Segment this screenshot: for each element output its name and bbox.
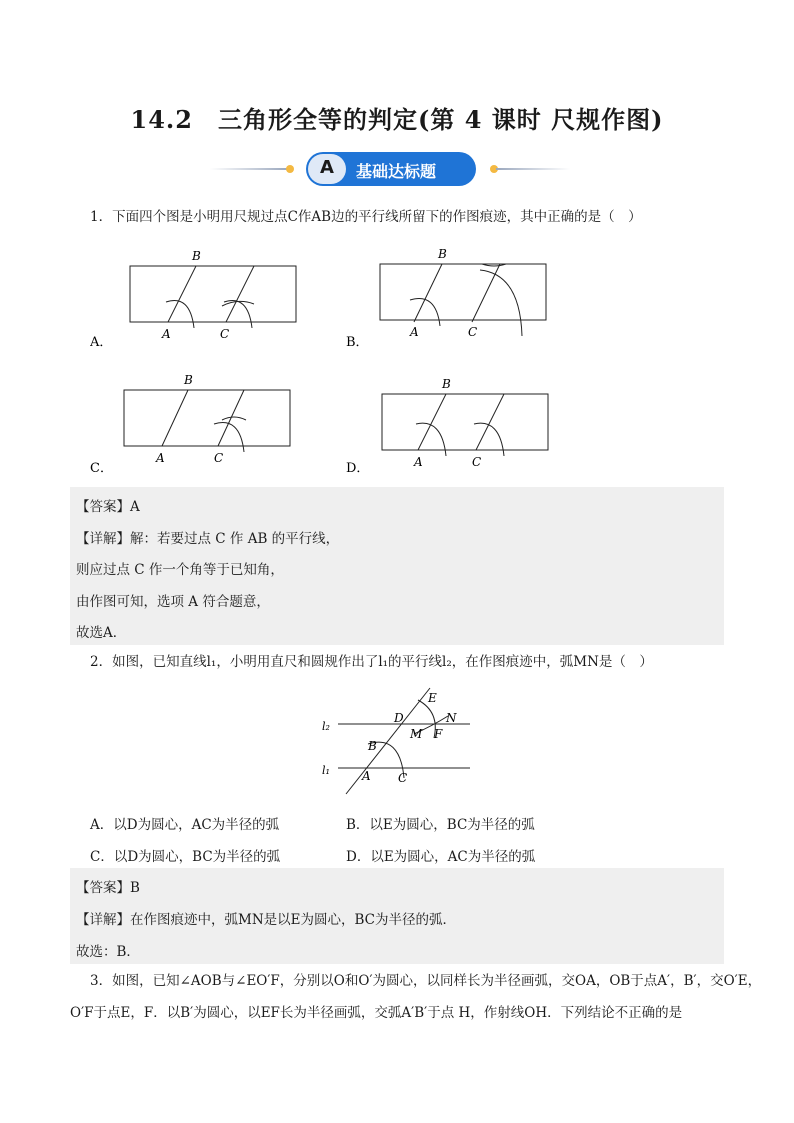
q1-detail-2: 则应过点 C 作一个角等于已知角， — [76, 562, 284, 578]
label-b: B — [442, 377, 451, 391]
label-n: N — [446, 711, 457, 725]
q2-option-d: D．以E为圆心，AC为半径的弧 — [346, 849, 536, 865]
q1-detail-4: 故选A． — [76, 625, 127, 641]
label-b: B — [192, 249, 201, 263]
q1-stem: 1．下面四个图是小明用尺规过点C作AB边的平行线所留下的作图痕迹，其中正确的是（ ） — [90, 209, 642, 225]
q3-line-1: 3．如图，已知∠AOB与∠EO′F，分别以O和O′为圆心，以同样长为半径画弧，交OA，OB于点A′，B′，交O′E， — [90, 973, 762, 989]
label-f: F — [434, 727, 443, 741]
label-l1: l₁ — [322, 764, 330, 777]
q2-figure — [318, 682, 488, 802]
q1-answer-block — [70, 487, 724, 645]
q1-figure-a — [130, 249, 296, 341]
label-e: E — [428, 691, 437, 705]
label-a: A — [162, 327, 171, 341]
section-letter: A — [320, 157, 334, 178]
q1-figure-b — [380, 247, 546, 339]
q2-answer-block — [70, 868, 724, 964]
q2-answer: 【答案】B — [76, 880, 140, 896]
option-b-label: B． — [346, 335, 369, 350]
option-d-label: D． — [346, 461, 370, 476]
label-l2: l₂ — [322, 720, 330, 733]
q2-stem: 2．如图，已知直线l₁，小明用直尺和圆规作出了l₁的平行线l₂，在作图痕迹中，弧MN是（ ） — [90, 654, 653, 670]
q1-answer: 【答案】A — [76, 499, 140, 515]
label-b: B — [438, 247, 447, 261]
label-c2: C — [398, 771, 408, 785]
page-title: 14.2 三角形全等的判定(第 4 课时 尺规作图) — [130, 105, 664, 134]
q1-figures — [90, 240, 730, 490]
option-a-label: A． — [90, 335, 113, 350]
q2-option-c: C．以D为圆心，BC为半径的弧 — [90, 849, 281, 865]
option-c-label: C． — [90, 461, 113, 476]
label-b2: B — [368, 739, 377, 753]
label-m: M — [410, 727, 423, 741]
label-c: C — [472, 455, 482, 469]
q2-detail-2: 故选：B． — [76, 944, 140, 960]
label-c: C — [220, 327, 230, 341]
label-a: A — [156, 451, 165, 465]
label-d: D — [394, 711, 404, 725]
label-c: C — [214, 451, 224, 465]
section-banner — [210, 150, 570, 188]
q2-option-a: A．以D为圆心，AC为半径的弧 — [90, 817, 280, 833]
label-a: A — [410, 325, 419, 339]
section-label: 基础达标题 — [356, 162, 437, 181]
label-a2: A — [362, 769, 371, 783]
q1-detail-1: 【详解】解：若要过点 C 作 AB 的平行线， — [76, 531, 340, 547]
q1-figure-d — [382, 377, 548, 469]
label-b: B — [184, 373, 193, 387]
q3-line-2: O′F于点E，F．以B′为圆心，以EF长为半径画弧，交弧A′B′于点 H，作射线OH．下列结论不正确的是 — [70, 1005, 683, 1021]
q1-figure-c — [124, 373, 290, 465]
label-a: A — [414, 455, 423, 469]
q1-detail-3: 由作图可知，选项 A 符合题意， — [76, 594, 270, 610]
q2-detail-1: 【详解】在作图痕迹中，弧MN是以E为圆心，BC为半径的弧． — [76, 912, 456, 928]
label-c: C — [468, 325, 478, 339]
q2-option-b: B．以E为圆心，BC为半径的弧 — [346, 817, 535, 833]
